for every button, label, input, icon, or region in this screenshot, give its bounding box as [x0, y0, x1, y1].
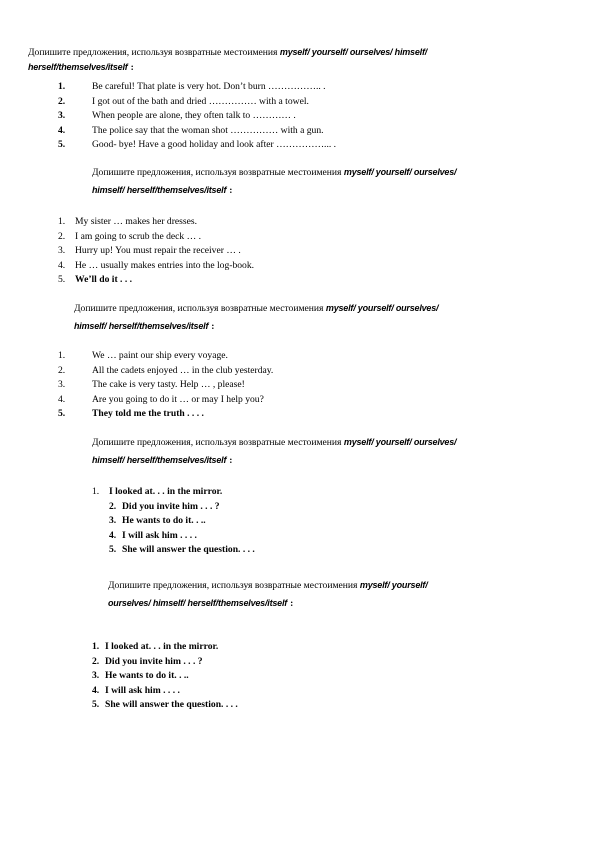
item-text: We’ll do it . . . [75, 274, 133, 286]
list-item [58, 378, 273, 393]
list-item [92, 485, 255, 500]
item-number: 5. [58, 274, 66, 286]
list-item [92, 655, 238, 670]
item-number: 2. [58, 364, 66, 376]
item-text: I got out of the bath and dried …………… with a towel. [92, 95, 309, 107]
instruction-1-pronouns-b: herself/themselves/itself [28, 62, 128, 72]
list-item [58, 230, 254, 245]
instruction-1-text: Допишите предложения, используя возвратные местоимения [28, 47, 278, 58]
list-item [58, 393, 273, 408]
instruction-3-text: Допишите предложения, используя возвратные местоимения [74, 303, 324, 314]
item-text: Be careful! That plate is very hot. Don’t burn …………….. . [92, 81, 326, 92]
instruction-4-pronouns-a: myself/ yourself/ ourselves/ [343, 437, 457, 447]
item-text: I looked at. . . in the mirror. [105, 641, 219, 652]
item-number: 4. [58, 124, 66, 136]
list-item [92, 500, 255, 515]
item-number: 2. [92, 655, 100, 667]
instruction-2-pronouns-a: myself/ yourself/ ourselves/ [343, 167, 457, 177]
list-item [58, 273, 254, 288]
item-text: I will ask him . . . . [122, 529, 197, 541]
instruction-2-colon: : [229, 185, 233, 196]
item-text: They told me the truth . . . . [92, 408, 204, 420]
item-text: Did you invite him . . . ? [122, 500, 220, 512]
instruction-5-pronouns-b: ourselves/ himself/ herself/themselves/itself [108, 598, 288, 608]
instruction-3-pronouns-a: myself/ yourself/ ourselves/ [325, 303, 439, 313]
item-text: I will ask him . . . . [105, 684, 180, 696]
list-item [92, 698, 238, 713]
item-number: 2. [109, 500, 117, 512]
instruction-2-text: Допишите предложения, используя возвратные местоимения [92, 167, 342, 178]
item-number: 3. [58, 379, 66, 391]
list-item [58, 364, 273, 379]
list-item [92, 640, 238, 655]
item-number: 5. [109, 544, 117, 556]
instruction-1-colon: : [130, 62, 134, 73]
instruction-5 [108, 577, 595, 612]
list-item [58, 349, 273, 364]
list-item [58, 109, 336, 124]
item-number: 4. [109, 529, 117, 541]
list-item [58, 259, 254, 274]
item-text: When people are alone, they often talk to ………… . [92, 110, 296, 122]
item-number: 4. [58, 259, 66, 271]
item-text: She will answer the question. . . . [122, 544, 255, 556]
item-number: 5. [58, 139, 66, 151]
item-text: The police say that the woman shot …………… with a gun. [92, 124, 324, 136]
instruction-4-text: Допишите предложения, используя возвратные местоимения [92, 437, 342, 448]
list-item [92, 529, 255, 544]
item-number: 5. [58, 408, 66, 420]
item-number: 4. [58, 393, 66, 405]
instruction-2-pronouns-b: himself/ herself/themselves/itself [92, 185, 227, 195]
item-number: 1. [92, 641, 100, 652]
item-number: 3. [109, 515, 117, 527]
list-item [58, 138, 336, 153]
instruction-3-pronouns-b: himself/ herself/themselves/itself [74, 321, 209, 331]
list-item [92, 543, 255, 558]
item-number: 5. [92, 699, 100, 711]
item-number: 3. [58, 245, 66, 257]
item-text: He wants to do it. . .. [122, 515, 206, 527]
instruction-4-pronouns-b: himself/ herself/themselves/itself [92, 455, 227, 465]
instruction-2 [92, 164, 595, 199]
item-text: I am going to scrub the deck … . [75, 230, 202, 242]
item-text: He … usually makes entries into the log-book. [75, 259, 255, 271]
list-item [58, 407, 273, 422]
item-text: The cake is very tasty. Help … , please! [92, 379, 245, 391]
list-item [58, 244, 254, 259]
item-text: Good- bye! Have a good holiday and look after ……………... . [92, 139, 337, 151]
instruction-3 [74, 300, 594, 335]
item-text: My sister … makes her dresses. [75, 216, 198, 227]
instruction-4-colon: : [229, 455, 233, 466]
item-text: She will answer the question. . . . [105, 699, 238, 711]
item-text: Did you invite him . . . ? [105, 655, 203, 667]
item-number: 4. [92, 684, 100, 696]
item-text: Hurry up! You must repair the receiver … . [75, 245, 241, 257]
item-text: Are you going to do it … or may I help you? [92, 393, 264, 405]
exercise-4-list [92, 485, 255, 558]
item-number: 1. [58, 81, 66, 92]
list-item [92, 669, 238, 684]
item-number: 3. [92, 670, 100, 682]
exercise-5-list [92, 640, 238, 713]
item-number: 1. [58, 350, 66, 361]
item-text: All the cadets enjoyed … in the club yesterday. [92, 364, 274, 376]
instruction-3-colon: : [211, 321, 215, 332]
item-number: 2. [58, 230, 66, 242]
instruction-1-pronouns-a: myself/ yourself/ ourselves/ himself/ [279, 47, 428, 57]
instruction-5-pronouns-a: myself/ yourself/ [359, 580, 428, 590]
list-item [92, 514, 255, 529]
item-number: 3. [58, 110, 66, 122]
instruction-5-text: Допишите предложения, используя возвратные местоимения [108, 580, 358, 591]
exercise-2-list [58, 215, 254, 288]
list-item [58, 124, 336, 139]
list-item [58, 95, 336, 110]
exercise-3-list [58, 349, 273, 422]
list-item [92, 684, 238, 699]
instruction-5-colon: : [290, 598, 294, 609]
item-text: He wants to do it. . .. [105, 670, 189, 682]
item-number: 1. [58, 216, 66, 227]
instruction-1 [28, 44, 548, 76]
exercise-1-list [58, 80, 336, 153]
item-text: We … paint our ship every voyage. [92, 350, 228, 361]
list-item [58, 215, 254, 230]
item-number: 2. [58, 95, 66, 107]
list-item [58, 80, 336, 95]
instruction-4 [92, 434, 595, 469]
item-number: 1. [92, 486, 100, 497]
item-text: I looked at. . . in the mirror. [109, 486, 223, 497]
